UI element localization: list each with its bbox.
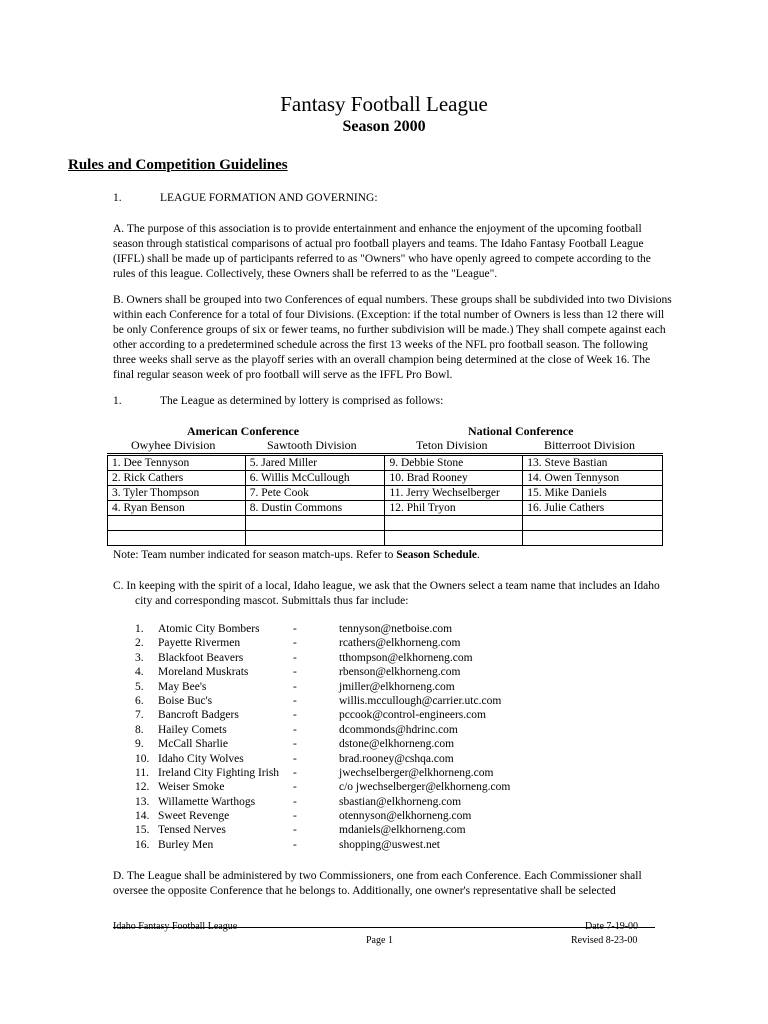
team-name: Blackfoot Beavers xyxy=(158,651,244,664)
team-email: tthompson@elkhorneng.com xyxy=(339,651,473,664)
team-name: Idaho City Wolves xyxy=(158,752,244,765)
team-name: Boise Buc's xyxy=(158,694,213,707)
paragraph-a xyxy=(113,222,673,282)
team-email: c/o jwechselberger@elkhorneng.com xyxy=(339,781,511,794)
roster-cell xyxy=(385,516,523,531)
team-email: mdaniels@elkhorneng.com xyxy=(339,824,466,837)
roster-cell: 15. Mike Daniels xyxy=(523,486,663,501)
team-email: willis.mccullough@carrier.utc.com xyxy=(339,694,502,707)
team-number: 6. xyxy=(135,694,144,707)
team-number: 7. xyxy=(135,709,144,722)
team-email: tennyson@netboise.com xyxy=(339,623,453,635)
footer-league: Idaho Fantasy Football League xyxy=(113,921,238,932)
team-dash: - xyxy=(293,752,297,765)
lottery-number: 1. xyxy=(113,395,122,407)
lottery-text: The League as determined by lottery is comprised as follows: xyxy=(160,395,444,407)
document-subtitle: Season 2000 xyxy=(342,118,426,135)
team-name: Burley Men xyxy=(158,838,214,851)
document-title: Fantasy Football League xyxy=(280,92,488,116)
roster-cell: 2. Rick Cathers xyxy=(108,471,246,486)
team-dash: - xyxy=(293,781,297,794)
roster-cell: 12. Phil Tryon xyxy=(385,501,523,516)
team-dash: - xyxy=(293,810,297,823)
team-number: 10. xyxy=(135,752,150,765)
team-dash: - xyxy=(293,623,297,635)
section-title: LEAGUE FORMATION AND GOVERNING: xyxy=(160,192,378,204)
roster-cell: 4. Ryan Benson xyxy=(108,501,246,516)
team-name: Tensed Nerves xyxy=(158,824,226,837)
paragraph-d xyxy=(113,869,673,899)
team-email: rcathers@elkhorneng.com xyxy=(339,637,461,650)
team-email: dstone@elkhorneng.com xyxy=(339,738,455,751)
team-name: Ireland City Fighting Irish xyxy=(158,766,280,779)
team-name: Weiser Smoke xyxy=(158,781,225,794)
team-dash: - xyxy=(293,838,297,851)
roster-row xyxy=(108,516,663,531)
roster-cell: 8. Dustin Commons xyxy=(245,501,385,516)
roster-cell: 16. Julie Cathers xyxy=(523,501,663,516)
team-email: jwechselberger@elkhorneng.com xyxy=(339,766,494,779)
paragraph-b-text: B. Owners shall be grouped into two Conferences of equal numbers. These groups shall be subdivided into two Divisions within each Conference for a total of four Divisions. (Exception: if the total number of Owners is less than 12 there will be only Conference groups of six or fewer teams, no further subdivision will be made.) They shall compete against each other according to a predetermined schedule across the first 13 weeks of the NFL pro football season. The following three weeks shall serve as the playoff series with an overall champion being determined at the close of Week 16. The final regular season week of pro football will serve as the IFFL Pro Bowl. xyxy=(113,294,672,381)
division-sawtooth: Sawtooth Division xyxy=(267,438,357,452)
footer-divider xyxy=(113,927,655,928)
footer-date: Date 7-19-00 xyxy=(585,921,639,932)
roster-cell xyxy=(108,531,246,546)
roster-note xyxy=(113,549,480,561)
team-name: May Bee's xyxy=(158,680,207,693)
team-dash: - xyxy=(293,637,297,650)
team-dash: - xyxy=(293,738,297,751)
section-number: 1. xyxy=(113,192,122,204)
division-owyhee: Owyhee Division xyxy=(131,438,216,452)
team-dash: - xyxy=(293,651,297,664)
roster-row xyxy=(108,455,663,471)
roster-cell: 5. Jared Miller xyxy=(245,455,385,471)
division-teton: Teton Division xyxy=(416,438,488,452)
team-name: Atomic City Bombers xyxy=(158,623,260,635)
paragraph-d-text: D. The League shall be administered by two Commissioners, one from each Conference. Each Commissioner shall oversee the opposite Conference that he belongs to. Additionally, one owner's representative shall be selected xyxy=(113,870,642,897)
roster-row xyxy=(108,471,663,486)
team-dash: - xyxy=(293,723,297,736)
american-conference-label: American Conference xyxy=(187,424,300,438)
note-text: Note: Team number indicated for season match-ups. Refer to xyxy=(113,549,397,561)
roster-row xyxy=(108,486,663,501)
team-dash: - xyxy=(293,666,297,679)
team-number: 16. xyxy=(135,838,150,851)
roster-cell: 13. Steve Bastian xyxy=(523,455,663,471)
team-email: sbastian@elkhorneng.com xyxy=(339,795,462,808)
team-number: 12. xyxy=(135,781,150,794)
roster-cell: 9. Debbie Stone xyxy=(385,455,523,471)
team-number: 13. xyxy=(135,795,150,808)
paragraph-c xyxy=(113,579,673,609)
roster-row xyxy=(108,501,663,516)
roster-cell xyxy=(523,516,663,531)
team-number: 15. xyxy=(135,824,150,837)
team-email: rbenson@elkhorneng.com xyxy=(339,666,461,679)
team-dash: - xyxy=(293,709,297,722)
footer-page: Page 1 xyxy=(366,935,393,946)
note-bold: Season Schedule xyxy=(396,549,478,561)
roster-cell xyxy=(245,531,385,546)
team-number: 14. xyxy=(135,810,150,823)
team-name: Moreland Muskrats xyxy=(158,666,249,679)
team-number: 2. xyxy=(135,637,144,650)
roster-cell: 3. Tyler Thompson xyxy=(108,486,246,501)
roster-cell: 10. Brad Rooney xyxy=(385,471,523,486)
roster-cell: 6. Willis McCullough xyxy=(245,471,385,486)
team-email: pccook@control-engineers.com xyxy=(339,709,486,722)
note-end: . xyxy=(477,549,480,561)
national-conference-label: National Conference xyxy=(468,424,574,438)
roster-cell: 7. Pete Cook xyxy=(245,486,385,501)
team-email: dcommonds@hdrinc.com xyxy=(339,723,458,736)
team-dash: - xyxy=(293,680,297,693)
team-number: 8. xyxy=(135,723,144,736)
paragraph-c-text: C. In keeping with the spirit of a local, Idaho league, we ask that the Owners select a team name that includes an Idaho city and corresponding mascot. Submittals thus far include: xyxy=(113,580,660,607)
paragraph-a-text: A. The purpose of this association is to provide entertainment and enhance the enjoyment of the upcoming football season through statistical comparisons of actual pro football players and teams. The Idaho Fantasy Football League (IFFL) shall be made up of participants referred to as "Owners" who have openly agreed to compete according to the rules of this league. Collectively, these Owners shall be referred to as the "League". xyxy=(113,223,651,280)
roster-cell: 1. Dee Tennyson xyxy=(108,455,246,471)
team-name: Bancroft Badgers xyxy=(158,709,239,722)
roster-cell xyxy=(385,531,523,546)
paragraph-b xyxy=(113,293,673,383)
team-name: Hailey Comets xyxy=(158,723,227,736)
team-name: Payette Rivermen xyxy=(158,637,241,650)
team-number: 9. xyxy=(135,738,144,751)
footer-revised: Revised 8-23-00 xyxy=(571,935,638,946)
team-email: brad.rooney@cshqa.com xyxy=(339,752,454,765)
team-name: Willamette Warthogs xyxy=(158,795,256,808)
team-name: Sweet Revenge xyxy=(158,810,230,823)
team-dash: - xyxy=(293,766,297,779)
team-number: 11. xyxy=(135,766,149,779)
team-number: 5. xyxy=(135,680,144,693)
roster-cell xyxy=(108,516,246,531)
roster-cell: 11. Jerry Wechselberger xyxy=(385,486,523,501)
team-number: 3. xyxy=(135,651,144,664)
roster-row xyxy=(108,531,663,546)
team-dash: - xyxy=(293,824,297,837)
roster-table xyxy=(107,453,663,546)
team-dash: - xyxy=(293,795,297,808)
team-email: shopping@uswest.net xyxy=(339,838,440,851)
team-email: jmiller@elkhorneng.com xyxy=(339,680,455,693)
roster-cell xyxy=(245,516,385,531)
team-number: 4. xyxy=(135,666,144,679)
team-number: 1. xyxy=(135,623,144,635)
team-name: McCall Sharlie xyxy=(158,738,228,751)
division-bitterroot: Bitterroot Division xyxy=(544,438,635,452)
team-email: otennyson@elkhorneng.com xyxy=(339,810,472,823)
section-heading: Rules and Competition Guidelines xyxy=(68,157,288,173)
roster-cell: 14. Owen Tennyson xyxy=(523,471,663,486)
team-dash: - xyxy=(293,694,297,707)
roster-cell xyxy=(523,531,663,546)
